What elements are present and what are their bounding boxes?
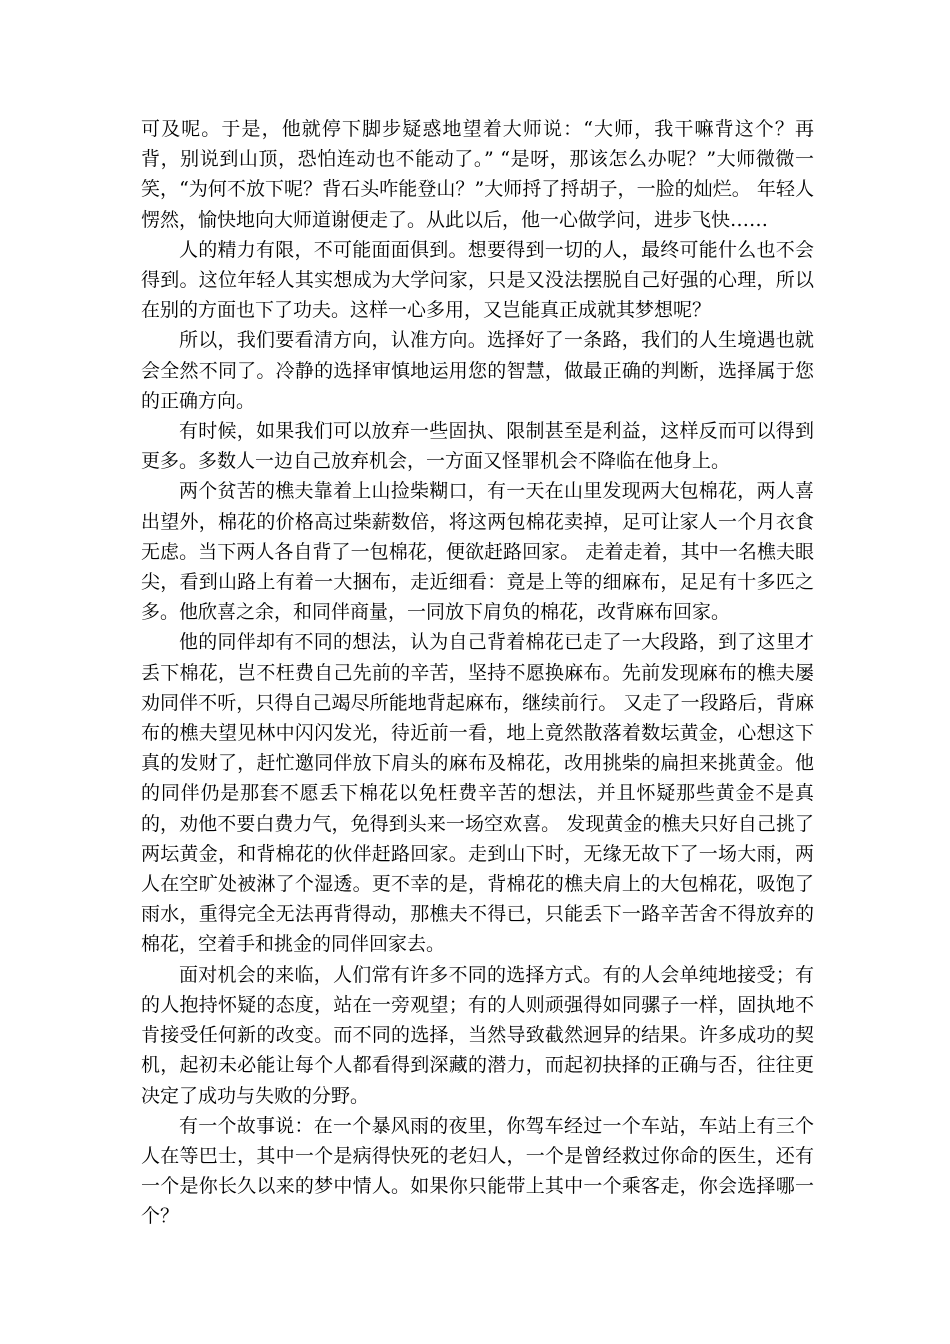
paragraph: 他的同伴却有不同的想法，认为自己背着棉花已走了一大段路，到了这里才丢下棉花，岂不枉费自己先前的辛苦，坚持不愿换麻布。先前发现麻布的樵夫屡劝同伴不听，只得自己竭尽所能地背起麻布，继续前行。 又走了一段路后，背麻布的樵夫望见林中闪闪发光，待近前一看，地上竟然散落着数坛黄金，心想这下真的发财了，赶忙邀同伴放下肩头的麻布及棉花，改用挑柴的扁担来挑黄金。他的同伴仍是那套不愿丢下棉花以免枉费辛苦的想法，并且怀疑那些黄金不是真的，劝他不要白费力气，免得到头来一场空欢喜。 发现黄金的樵夫只好自己挑了两坛黄金，和背棉花的伙伴赶路回家。走到山下时，无缘无故下了一场大雨，两人在空旷处被淋了个湿透。更不幸的是，背棉花的樵夫肩上的大包棉花，吸饱了雨水，重得完全无法再背得动，那樵夫不得已，只能丢下一路辛苦舍不得放弃的棉花，空着手和挑金的同伴回家去。 xyxy=(141,631,814,956)
paragraph: 有一个故事说：在一个暴风雨的夜里，你驾车经过一个车站，车站上有三个人在等巴士，其中一个是病得快死的老妇人，一个是曾经救过你命的医生，还有一个是你长久以来的梦中情人。如果你只能带上其中一个乘客走，你会选择哪一个？ xyxy=(141,1114,814,1228)
paragraph: 两个贫苦的樵夫靠着上山捡柴糊口，有一天在山里发现两大包棉花，两人喜出望外，棉花的价格高过柴薪数倍，将这两包棉花卖掉，足可让家人一个月衣食无虑。当下两人各自背了一包棉花，便欲赶路回家。 走着走着，其中一名樵夫眼尖，看到山路上有着一大捆布，走近细看：竟是上等的细麻布，足足有十多匹之多。他欣喜之余，和同伴商量，一同放下肩负的棉花，改背麻布回家。 xyxy=(141,480,814,624)
paragraph-continuation: 可及呢。于是，他就停下脚步疑惑地望着大师说：“大师，我干嘛背这个？再背，别说到山顶，恐怕连动也不能动了。” “是呀，那该怎么办呢？”大师微微一笑，“为何不放下呢？背石头咋能登山？”大师捋了捋胡子，一脸的灿烂。 年轻人愣然，愉快地向大师道谢便走了。从此以后，他一心做学问，进步飞快…… xyxy=(141,118,814,231)
paragraph: 有时候，如果我们可以放弃一些固执、限制甚至是利益，这样反而可以得到更多。多数人一边自己放弃机会，一方面又怪罪机会不降临在他身上。 xyxy=(141,420,814,473)
paragraph: 面对机会的来临，人们常有许多不同的选择方式。有的人会单纯地接受；有的人抱持怀疑的态度，站在一旁观望；有的人则顽强得如同骡子一样，固执地不肯接受任何新的改变。而不同的选择，当然导致截然迥异的结果。许多成功的契机，起初未必能让每个人都看得到深藏的潜力，而起初抉择的正确与否，往往更决定了成功与失败的分野。 xyxy=(141,963,814,1107)
document-page xyxy=(141,114,814,1232)
paragraph: 所以，我们要看清方向，认准方向。选择好了一条路，我们的人生境遇也就会全然不同了。冷静的选择审慎地运用您的智慧，做最正确的判断，选择属于您的正确方向。 xyxy=(141,329,814,412)
paragraph: 人的精力有限，不可能面面俱到。想要得到一切的人，最终可能什么也不会得到。这位年轻人其实想成为大学问家，只是又没法摆脱自己好强的心理，所以在别的方面也下了功夫。这样一心多用，又岂能真正成就其梦想呢？ xyxy=(141,238,814,322)
